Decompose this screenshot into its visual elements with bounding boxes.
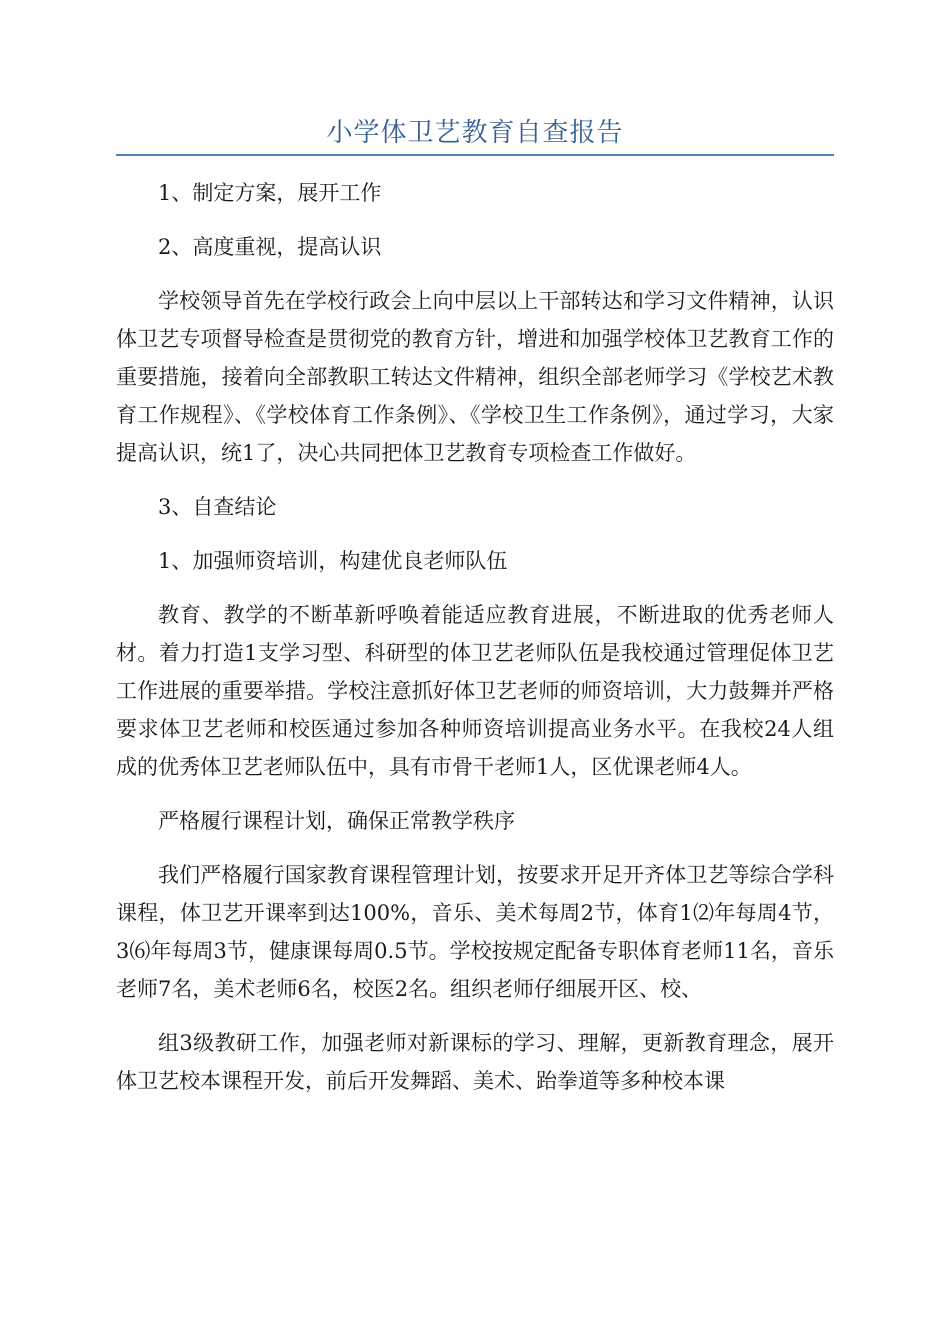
paragraph-research: 组3级教研工作，加强老师对新课标的学习、理解，更新教育理念，展开体卫艺校本课程开发，前后开发舞蹈、美术、跆拳道等多种校本课 bbox=[116, 1031, 834, 1093]
heading-2: 2、高度重视，提高认识 bbox=[158, 235, 382, 259]
paragraph-teacher-team: 教育、教学的不断革新呼唤着能适应教育进展，不断进取的优秀老师人材。着力打造1支学习型、科研型的体卫艺老师队伍是我校通过管理促体卫艺工作进展的重要举措。学校注意抓好体卫艺老师的师资培训，大力鼓舞并严格要求体卫艺老师和校医通过参加各种师资培训提高业务水平。在我校24人组成的优秀体卫艺老师队伍中，具有市骨干老师1人，区优课老师4人。 bbox=[116, 603, 834, 779]
paragraph-leadership: 学校领导首先在学校行政会上向中层以上干部转达和学习文件精神，认识体卫艺专项督导检查是贯彻党的教育方针，增进和加强学校体卫艺教育工作的重要措施，接着向全部教职工转达文件精神，组织全部老师学习《学校艺术教育工作规程》、《学校体育工作条例》、《学校卫生工作条例》，通过学习，大家提高认识，统1了，决心共同把体卫艺教育专项检查工作做好。 bbox=[116, 289, 834, 465]
subheading-teacher-training: 1、加强师资培训，构建优良老师队伍 bbox=[158, 549, 508, 573]
document-body bbox=[116, 174, 834, 1116]
subheading-curriculum: 严格履行课程计划，确保正常教学秩序 bbox=[158, 809, 515, 833]
title-underline bbox=[116, 154, 834, 156]
heading-1: 1、制定方案，展开工作 bbox=[158, 181, 382, 205]
heading-3: 3、自查结论 bbox=[158, 495, 277, 519]
document-title: 小学体卫艺教育自查报告 bbox=[326, 118, 624, 148]
paragraph-curriculum: 我们严格履行国家教育课程管理计划，按要求开足开齐体卫艺等综合学科课程，体卫艺开课率到达100%，音乐、美术每周2节，体育1⑵年每周4节，3⑹年每周3节，健康课每周0.5节。学校按规定配备专职体育老师11名，音乐老师7名，美术老师6名，校医2名。组织老师仔细展开区、校、 bbox=[116, 863, 834, 1001]
